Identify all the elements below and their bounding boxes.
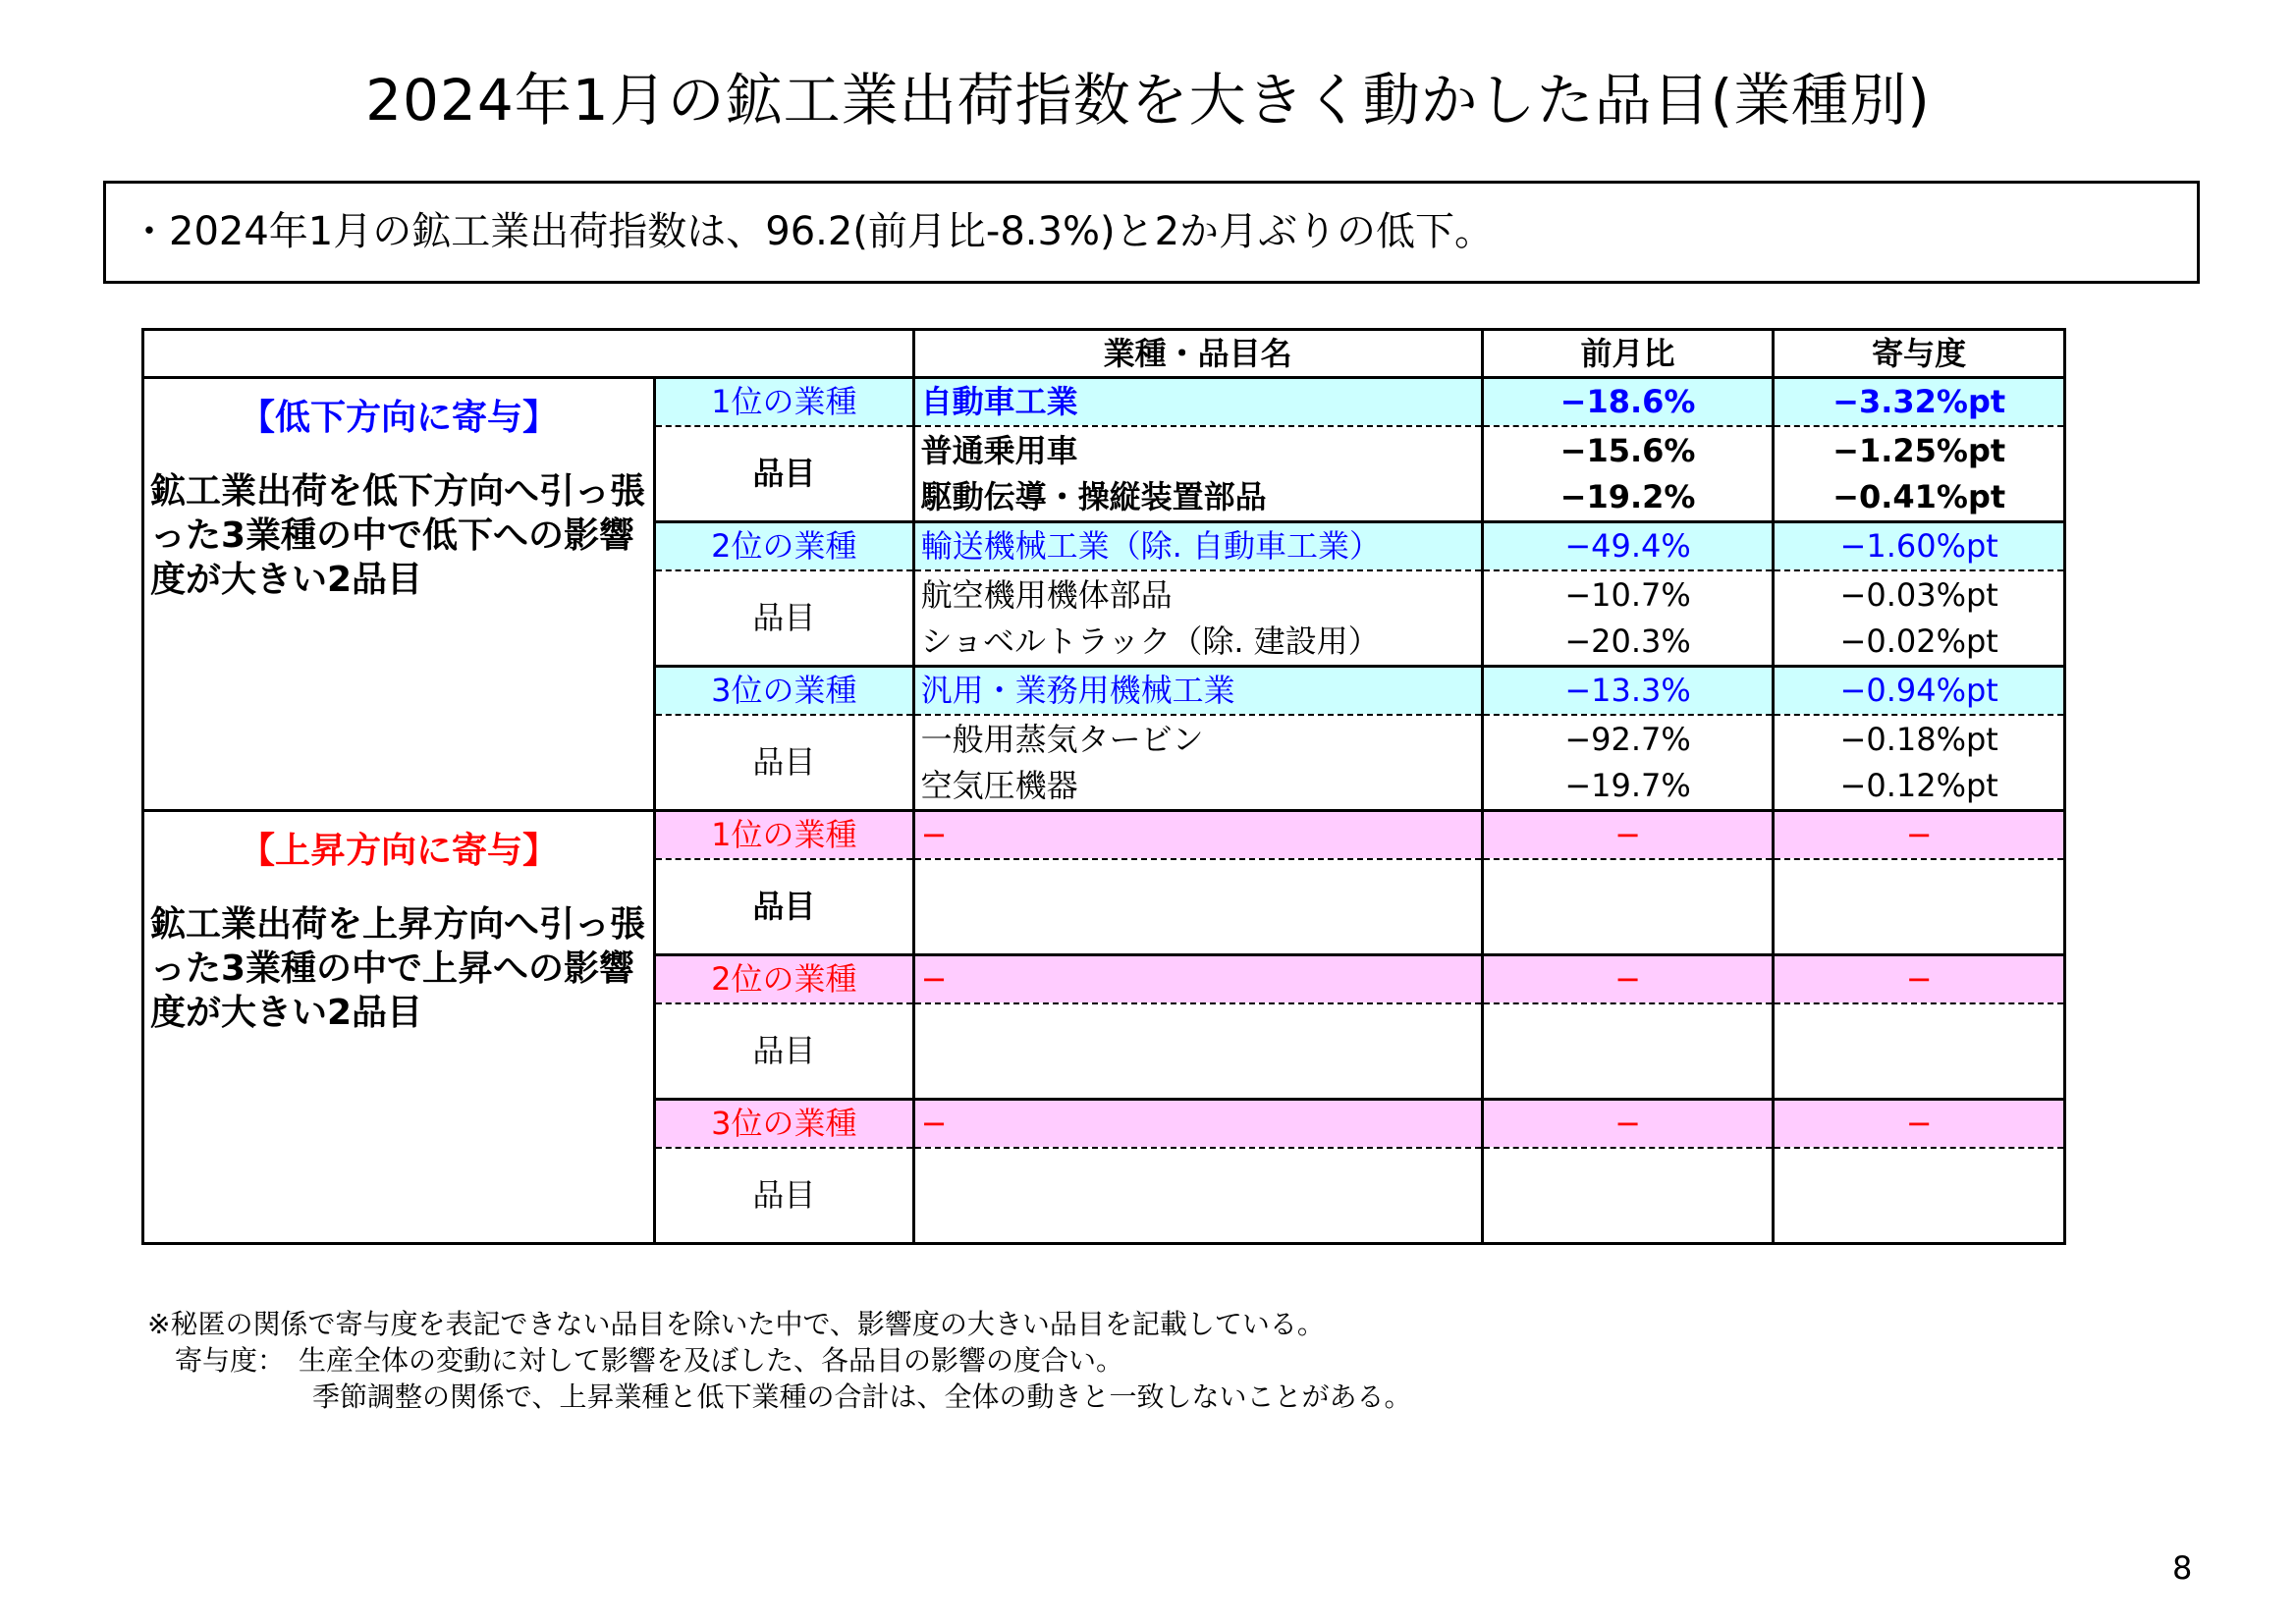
industry-name: 輸送機械工業（除. 自動車工業）	[913, 522, 1482, 570]
page-title: 2024年1月の鉱工業出荷指数を大きく動かした品目(業種別)	[365, 67, 1931, 134]
footnote-line: 寄与度： 生産全体の変動に対して影響を及ぼした、各品目の影響の度合い。	[147, 1344, 1124, 1377]
item-name: 航空機用機体部品	[913, 570, 1482, 619]
decrease-description: 鉱工業出荷を低下方向へ引っ張った3業種の中で低下への影響度が大きい2品目	[150, 471, 646, 600]
header-mom: 前月比	[1482, 330, 1774, 378]
items-label: 品目	[655, 715, 914, 811]
item-contrib: −0.02%pt	[1774, 619, 2065, 667]
header-blank	[143, 330, 914, 378]
item-name-empty	[913, 859, 1482, 907]
item-contrib-empty	[1774, 907, 2065, 955]
summary-box: ・2024年1月の鉱工業出荷指数は、96.2(前月比-8.3%)と2か月ぶりの低下。	[103, 181, 2200, 284]
increase-heading: 【上昇方向に寄与】	[240, 831, 559, 871]
industry-contrib: −3.32%pt	[1774, 378, 2065, 426]
item-mom: −10.7%	[1482, 570, 1774, 619]
footnote-line: 季節調整の関係で、上昇業種と低下業種の合計は、全体の動きと一致しないことがある。	[147, 1380, 1412, 1413]
industry-mom: −13.3%	[1482, 667, 1774, 715]
item-mom-empty	[1482, 859, 1774, 907]
rank-label: 2位の業種	[655, 522, 914, 570]
rank-label: 3位の業種	[655, 1100, 914, 1148]
increase-description: 鉱工業出荷を上昇方向へ引っ張った3業種の中で上昇への影響度が大きい2品目	[150, 904, 646, 1033]
item-contrib-empty	[1774, 1003, 2065, 1052]
items-label: 品目	[655, 570, 914, 667]
increase-description-cell	[143, 811, 655, 1244]
industry-contrib: −	[1774, 955, 2065, 1003]
decrease-heading: 【低下方向に寄与】	[240, 398, 559, 438]
item-mom-empty	[1482, 1052, 1774, 1100]
table-row	[143, 811, 2065, 859]
item-contrib-empty	[1774, 1148, 2065, 1196]
item-mom: −92.7%	[1482, 715, 1774, 763]
industry-mom: −	[1482, 955, 1774, 1003]
item-contrib: −0.03%pt	[1774, 570, 2065, 619]
footnote-line: ※秘匿の関係で寄与度を表記できない品目を除いた中で、影響度の大きい品目を記載している。	[147, 1308, 1325, 1340]
item-name: 空気圧機器	[913, 763, 1482, 811]
item-contrib: −0.41%pt	[1774, 474, 2065, 522]
item-contrib-empty	[1774, 859, 2065, 907]
items-label: 品目	[655, 1003, 914, 1100]
item-name-empty	[913, 1052, 1482, 1100]
item-name-empty	[913, 1148, 1482, 1196]
ranking-table	[141, 328, 2066, 1245]
item-name: ショベルトラック（除. 建設用）	[913, 619, 1482, 667]
item-mom: −19.2%	[1482, 474, 1774, 522]
industry-mom: −18.6%	[1482, 378, 1774, 426]
industry-mom: −49.4%	[1482, 522, 1774, 570]
item-name-empty	[913, 1003, 1482, 1052]
item-mom: −19.7%	[1482, 763, 1774, 811]
item-mom-empty	[1482, 1148, 1774, 1196]
item-name-empty	[913, 907, 1482, 955]
item-name: 普通乗用車	[913, 426, 1482, 474]
item-name-empty	[913, 1196, 1482, 1244]
item-name: 駆動伝導・操縦装置部品	[913, 474, 1482, 522]
industry-name: −	[913, 1100, 1482, 1148]
industry-mom: −	[1482, 1100, 1774, 1148]
items-label: 品目	[655, 1148, 914, 1244]
items-label: 品目	[655, 859, 914, 955]
header-contrib: 寄与度	[1774, 330, 2065, 378]
item-contrib-empty	[1774, 1052, 2065, 1100]
item-name: 一般用蒸気タービン	[913, 715, 1482, 763]
industry-name: 汎用・業務用機械工業	[913, 667, 1482, 715]
industry-name: −	[913, 811, 1482, 859]
industry-mom: −	[1482, 811, 1774, 859]
industry-contrib: −1.60%pt	[1774, 522, 2065, 570]
table-header-row	[143, 330, 2065, 378]
industry-contrib: −0.94%pt	[1774, 667, 2065, 715]
industry-name: 自動車工業	[913, 378, 1482, 426]
item-mom: −15.6%	[1482, 426, 1774, 474]
industry-name: −	[913, 955, 1482, 1003]
page-number: 8	[2172, 1549, 2193, 1587]
rank-label: 2位の業種	[655, 955, 914, 1003]
item-contrib: −0.18%pt	[1774, 715, 2065, 763]
item-mom-empty	[1482, 1196, 1774, 1244]
item-mom-empty	[1482, 907, 1774, 955]
rank-label: 3位の業種	[655, 667, 914, 715]
item-contrib: −0.12%pt	[1774, 763, 2065, 811]
item-mom-empty	[1482, 1003, 1774, 1052]
item-mom: −20.3%	[1482, 619, 1774, 667]
decrease-description-cell	[143, 378, 655, 811]
table-row	[143, 378, 2065, 426]
item-contrib-empty	[1774, 1196, 2065, 1244]
industry-contrib: −	[1774, 1100, 2065, 1148]
items-label: 品目	[655, 426, 914, 522]
header-name: 業種・品目名	[913, 330, 1482, 378]
rank-label: 1位の業種	[655, 811, 914, 859]
footnotes	[147, 1306, 1411, 1415]
industry-contrib: −	[1774, 811, 2065, 859]
item-contrib: −1.25%pt	[1774, 426, 2065, 474]
rank-label: 1位の業種	[655, 378, 914, 426]
